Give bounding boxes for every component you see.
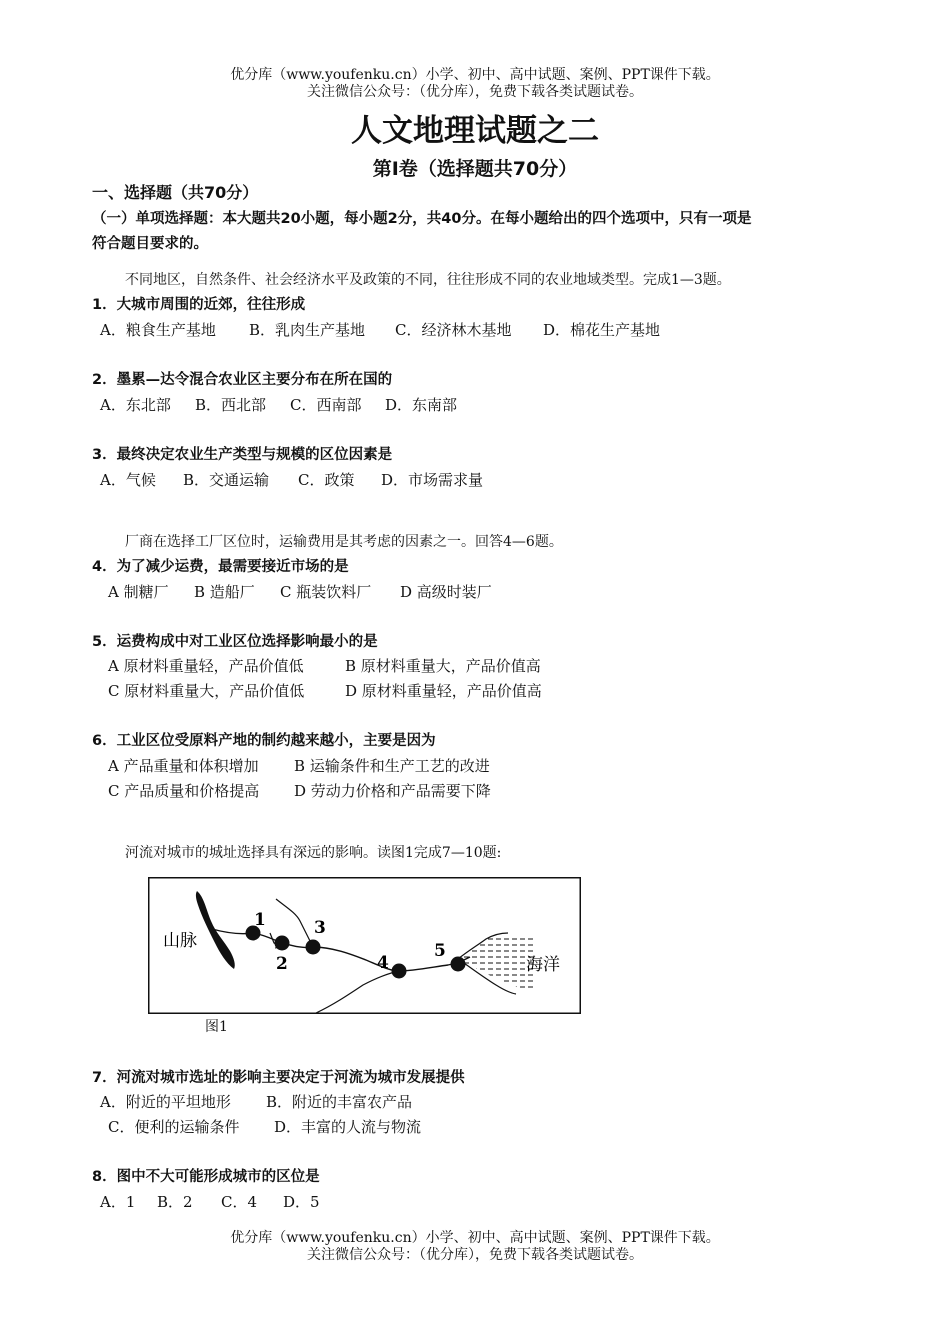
- q2-option-a[interactable]: A．东北部: [100, 396, 171, 414]
- question-8-stem: 8．图中不大可能形成城市的区位是: [92, 1169, 320, 1185]
- q1-option-c[interactable]: C．经济林木基地: [395, 321, 512, 339]
- q7-option-d[interactable]: D．丰富的人流与物流: [274, 1118, 422, 1136]
- page-subtitle: 第Ⅰ卷（选择题共70分）: [372, 158, 578, 180]
- question-5-stem: 5．运费构成中对工业区位选择影响最小的是: [92, 634, 378, 650]
- page-header-line1: 优分库（www.youfenku.cn）小学、初中、高中试题、案例、PPT课件下载。: [230, 67, 720, 83]
- q3-option-c[interactable]: C．政策: [298, 471, 355, 489]
- point-4-marker: [392, 964, 407, 979]
- q8-option-d[interactable]: D．5: [283, 1193, 320, 1211]
- question-8-options: [100, 1192, 320, 1212]
- q7-option-b[interactable]: B．附近的丰富农产品: [266, 1093, 413, 1111]
- question-1-options: [100, 320, 660, 340]
- q4-option-c[interactable]: C 瓶装饮料厂: [280, 583, 372, 601]
- q1-option-b[interactable]: B．乳肉生产基地: [249, 321, 366, 339]
- q3-option-d[interactable]: D．市场需求量: [381, 471, 484, 489]
- q6-option-c[interactable]: C 产品质量和价格提高: [108, 782, 260, 800]
- q4-option-b[interactable]: B 造船厂: [194, 583, 255, 601]
- q8-option-a[interactable]: A．1: [100, 1193, 136, 1211]
- page-title: 人文地理试题之二: [351, 113, 599, 149]
- question-4-options: [108, 582, 492, 602]
- q1-option-a[interactable]: A．粮食生产基地: [100, 321, 216, 339]
- river-map-svg: [148, 877, 581, 1014]
- question-3-stem: 3．最终决定农业生产类型与规模的区位因素是: [92, 447, 393, 463]
- question-7-options-row1: [100, 1092, 412, 1112]
- q7-option-a[interactable]: A．附近的平坦地形: [100, 1093, 231, 1111]
- ocean-label: 海洋: [526, 955, 560, 975]
- question-7-options-row2: [108, 1117, 421, 1137]
- point-5-label: 5: [434, 941, 446, 961]
- figure-1-river-map: [148, 877, 581, 1014]
- question-1-stem: 1．大城市周围的近郊，往往形成: [92, 297, 306, 313]
- intro-text-3: 河流对城市的城址选择具有深远的影响。读图1完成7—10题:: [125, 845, 502, 861]
- question-2-stem: 2．墨累—达令混合农业区主要分布在所在国的: [92, 372, 393, 388]
- page-footer-line1: 优分库（www.youfenku.cn）小学、初中、高中试题、案例、PPT课件下载。: [230, 1230, 720, 1246]
- question-6-options-row1: [108, 756, 490, 776]
- q3-option-a[interactable]: A．气候: [100, 471, 156, 489]
- q4-option-a[interactable]: A 制糖厂: [108, 583, 169, 601]
- intro-text-2: 厂商在选择工厂区位时，运输费用是其考虑的因素之一。回答4—6题。: [125, 534, 563, 550]
- point-5-marker: [451, 957, 466, 972]
- q5-option-a[interactable]: A 原材料重量轻，产品价值低: [108, 657, 304, 675]
- q2-option-b[interactable]: B．西北部: [195, 396, 267, 414]
- q5-option-c[interactable]: C 原材料重量大，产品价值低: [108, 682, 305, 700]
- question-5-options-row1: [108, 656, 541, 676]
- point-3-label: 3: [314, 918, 326, 938]
- question-3-options: [100, 470, 483, 490]
- point-2-label: 2: [276, 954, 288, 974]
- q6-option-a[interactable]: A 产品重量和体积增加: [108, 757, 259, 775]
- q5-option-b[interactable]: B 原材料重量大，产品价值高: [345, 657, 541, 675]
- q4-option-d[interactable]: D 高级时装厂: [400, 583, 492, 601]
- question-2-options: [100, 395, 457, 415]
- question-4-stem: 4．为了减少运费，最需要接近市场的是: [92, 559, 349, 575]
- section-heading: 一、选择题（共70分）: [92, 183, 259, 202]
- point-2-marker: [275, 936, 290, 951]
- page-header-line2: 关注微信公众号：（优分库），免费下载各类试题试卷。: [307, 84, 643, 100]
- point-4-label: 4: [377, 953, 389, 973]
- instructions-line1: （一）单项选择题：本大题共20小题，每小题2分，共40分。在每小题给出的四个选项中，只有一项是: [92, 211, 752, 227]
- q8-option-c[interactable]: C．4: [221, 1193, 258, 1211]
- q1-option-d[interactable]: D．棉花生产基地: [543, 321, 661, 339]
- question-5-options-row2: [108, 681, 542, 701]
- q2-option-c[interactable]: C．西南部: [290, 396, 362, 414]
- question-6-stem: 6．工业区位受原料产地的制约越来越小，主要是因为: [92, 733, 436, 749]
- q6-option-d[interactable]: D 劳动力价格和产品需要下降: [294, 782, 491, 800]
- q5-option-d[interactable]: D 原材料重量轻，产品价值高: [345, 682, 542, 700]
- page-footer-line2: 关注微信公众号：（优分库），免费下载各类试题试卷。: [307, 1247, 643, 1263]
- q3-option-b[interactable]: B．交通运输: [183, 471, 270, 489]
- question-6-options-row2: [108, 781, 491, 801]
- q6-option-b[interactable]: B 运输条件和生产工艺的改进: [294, 757, 490, 775]
- intro-text-1: 不同地区，自然条件、社会经济水平及政策的不同，往往形成不同的农业地域类型。完成1—3题。: [125, 272, 731, 288]
- point-3-marker: [306, 940, 321, 955]
- instructions-line2: 符合题目要求的。: [92, 236, 208, 252]
- question-7-stem: 7．河流对城市选址的影响主要决定于河流为城市发展提供: [92, 1070, 465, 1086]
- q2-option-d[interactable]: D．东南部: [385, 396, 458, 414]
- figure-caption: 图1: [205, 1019, 228, 1035]
- q8-option-b[interactable]: B．2: [157, 1193, 193, 1211]
- q7-option-c[interactable]: C．便利的运输条件: [108, 1118, 240, 1136]
- mountain-label: 山脉: [163, 931, 197, 951]
- point-1-label: 1: [254, 910, 266, 930]
